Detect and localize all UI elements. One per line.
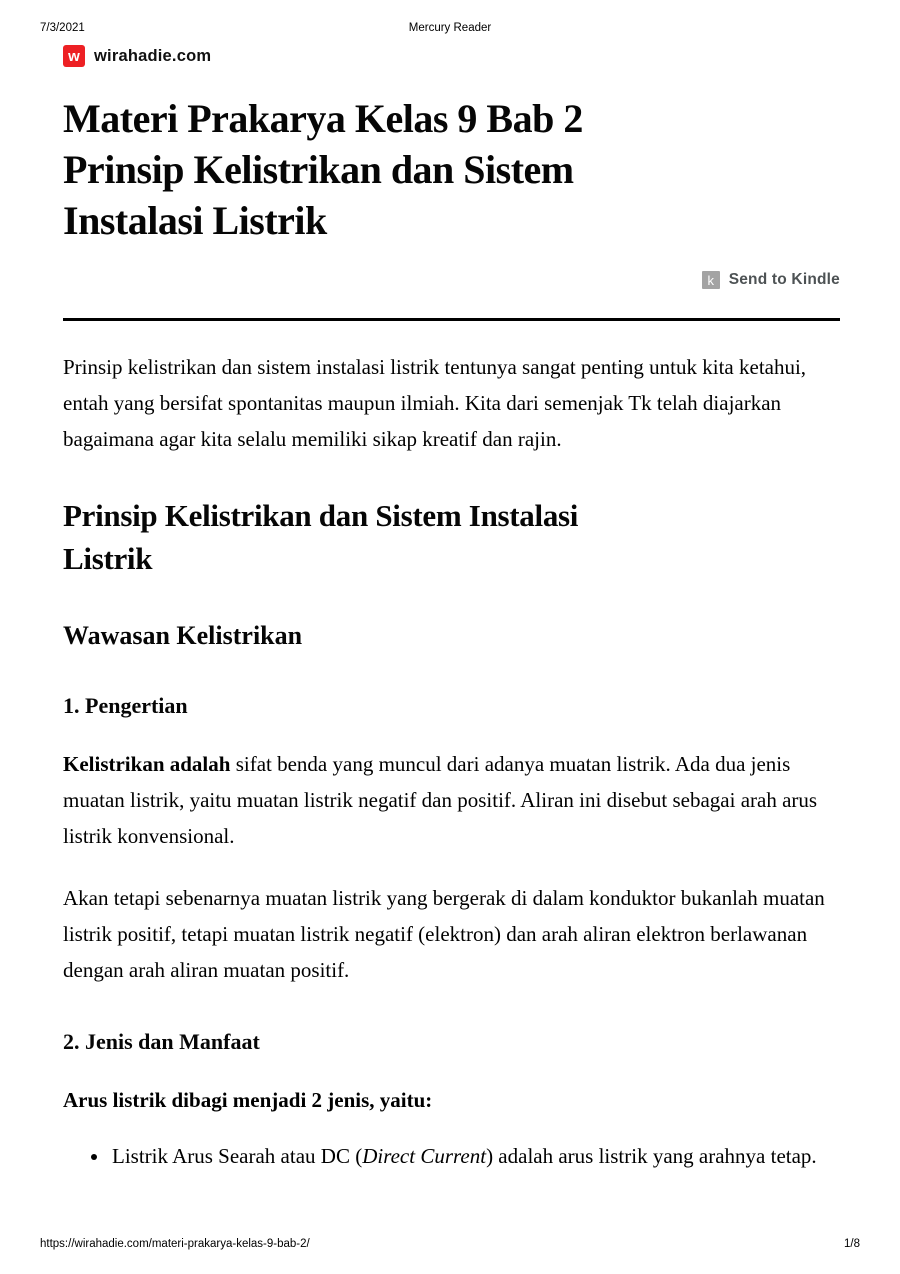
paragraph-text: sifat benda yang muncul dari adanya muatan listrik. Ada dua jenis muatan listrik, yaitu muatan listrik negatif dan positif. Aliran ini disebut sebagai arah arus listrik konvensional. xyxy=(63,752,818,848)
paragraph: Akan tetapi sebenarnya muatan listrik yang bergerak di dalam konduktor bukanlah muatan listrik positif, tetapi muatan listrik negatif (elektron) dan arah aliran elektron berlawanan dengan arah aliran muatan positif. xyxy=(63,886,825,982)
paragraph xyxy=(63,746,840,854)
kindle-icon: k xyxy=(702,271,720,289)
page-indicator: 1/8 xyxy=(844,1238,860,1250)
print-header xyxy=(40,22,860,34)
bold-lead: Kelistrikan adalah xyxy=(63,752,231,776)
title-line: Instalasi Listrik xyxy=(63,198,327,243)
article-body xyxy=(63,349,840,1174)
title-line: Prinsip Kelistrikan dan Sistem xyxy=(63,147,574,192)
kindle-row xyxy=(63,271,840,289)
section-heading xyxy=(63,494,840,580)
print-footer-url: https://wirahadie.com/materi-prakarya-kelas-9-bab-2/ xyxy=(40,1238,310,1250)
divider xyxy=(63,318,840,321)
section-heading-line: Listrik xyxy=(63,541,153,576)
site-row xyxy=(63,45,840,67)
list-item-text: ) adalah arus listrik yang arahnya tetap. xyxy=(486,1144,817,1168)
print-date: 7/3/2021 xyxy=(40,22,85,34)
subsection-heading: Wawasan Kelistrikan xyxy=(63,621,303,650)
article-title xyxy=(63,93,840,246)
numbered-heading-jenis: 2. Jenis dan Manfaat xyxy=(63,1029,260,1054)
section-heading-line: Prinsip Kelistrikan dan Sistem Instalasi xyxy=(63,498,579,533)
wirahadie-logo-icon: w xyxy=(63,45,85,67)
site-name: wirahadie.com xyxy=(94,46,212,65)
bullet-list xyxy=(63,1138,840,1174)
list-item xyxy=(110,1138,840,1174)
list-item-text: Listrik Arus Searah atau DC ( xyxy=(112,1144,363,1168)
title-line: Materi Prakarya Kelas 9 Bab 2 xyxy=(63,96,583,141)
bold-lead-paragraph: Arus listrik dibagi menjadi 2 jenis, yaitu: xyxy=(63,1088,433,1112)
intro-paragraph: Prinsip kelistrikan dan sistem instalasi listrik tentunya sangat penting untuk kita ketahui, entah yang bersifat spontanitas maupun ilmiah. Kita dari semenjak Tk telah diajarkan bagaimana agar kita selalu memiliki sikap kreatif dan rajin. xyxy=(63,355,807,451)
numbered-heading-pengertian: 1. Pengertian xyxy=(63,693,188,718)
app-title: Mercury Reader xyxy=(408,22,492,34)
send-to-kindle-button[interactable] xyxy=(702,271,840,289)
send-to-kindle-label: Send to Kindle xyxy=(728,271,840,288)
print-footer xyxy=(40,1238,860,1250)
list-item-italic: Direct Current xyxy=(362,1144,487,1168)
